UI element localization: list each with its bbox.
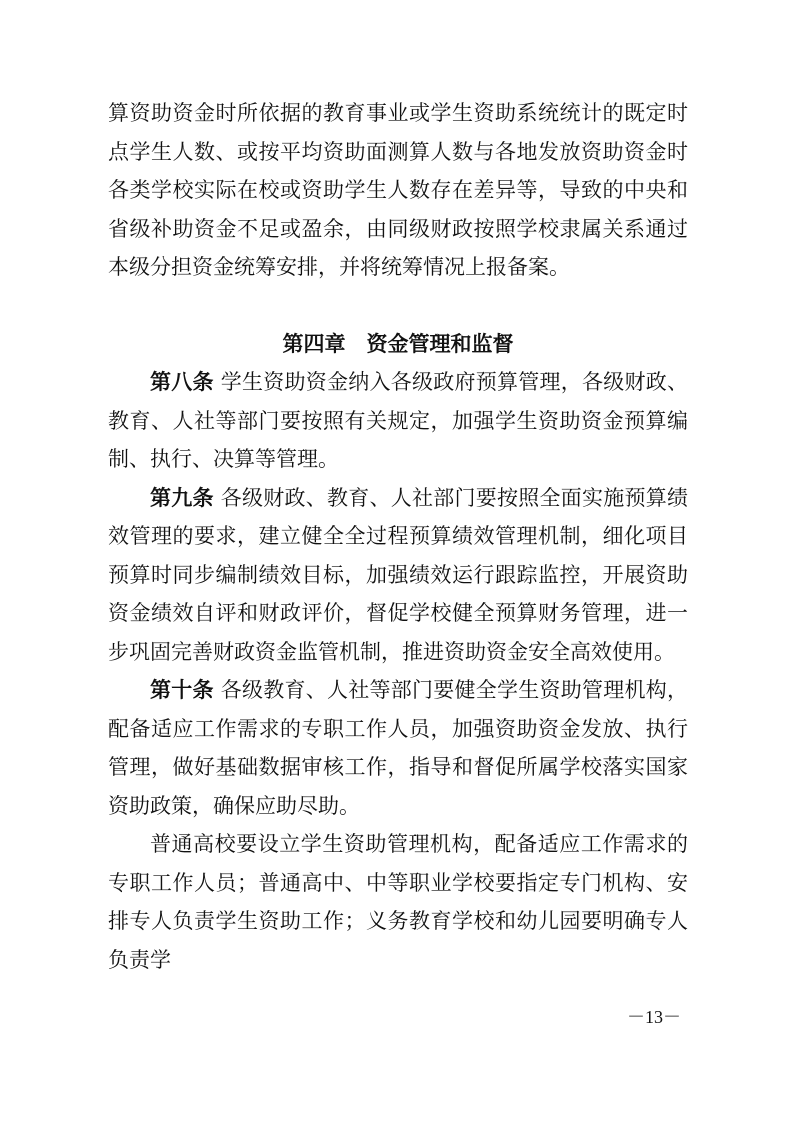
article-10-paragraph <box>108 671 688 825</box>
article-10-label: 第十条 <box>150 678 214 702</box>
article-9-label: 第九条 <box>150 485 214 510</box>
article-8-label: 第八条 <box>150 370 214 394</box>
article-8-text: 学生资助资金纳入各级政府预算管理，各级财政、教育、人社等部门要按照有关规定，加强学生资助资金预算编制、执行、决算等管理。 <box>108 370 689 471</box>
document-page <box>108 94 688 979</box>
article-9-paragraph <box>108 479 688 672</box>
chapter-title: 第四章 资金管理和监督 <box>282 331 514 356</box>
article-8-paragraph <box>108 363 688 479</box>
article-9-text: 各级财政、教育、人社部门要按照全面实施预算绩效管理的要求，建立健全全过程预算绩效管理机制，细化项目预算时同步编制绩效目标，加强绩效运行跟踪监控，开展资助资金绩效自评和财政评价，督促学校健全预算财务管理，进一步巩固完善财政资金监管机制，推进资助资金安全高效使用。 <box>108 485 689 664</box>
final-paragraph: 普通高校要设立学生资助管理机构，配备适应工作需求的专职工作人员；普通高中、中等职业学校要指定专门机构、安排专人负责学生资助工作；义务教育学校和幼儿园要明确专人负责学 <box>108 832 688 972</box>
page-number: －13－ <box>627 1007 681 1027</box>
continuation-paragraph: 算资助资金时所依据的教育事业或学生资助系统统计的既定时点学生人数、或按平均资助面测算人数与各地发放资助资金时各类学校实际在校或资助学生人数存在差异等，导致的中央和省级补助资金不足或盈余，由同级财政按照学校隶属关系通过本级分担资金统筹安排，并将统筹情况上报备案。 <box>108 101 688 279</box>
article-10-text: 各级教育、人社等部门要健全学生资助管理机构，配备适应工作需求的专职工作人员，加强资助资金发放、执行管理，做好基础数据审核工作，指导和督促所属学校落实国家资助政策，确保应助尽助。 <box>108 678 689 818</box>
